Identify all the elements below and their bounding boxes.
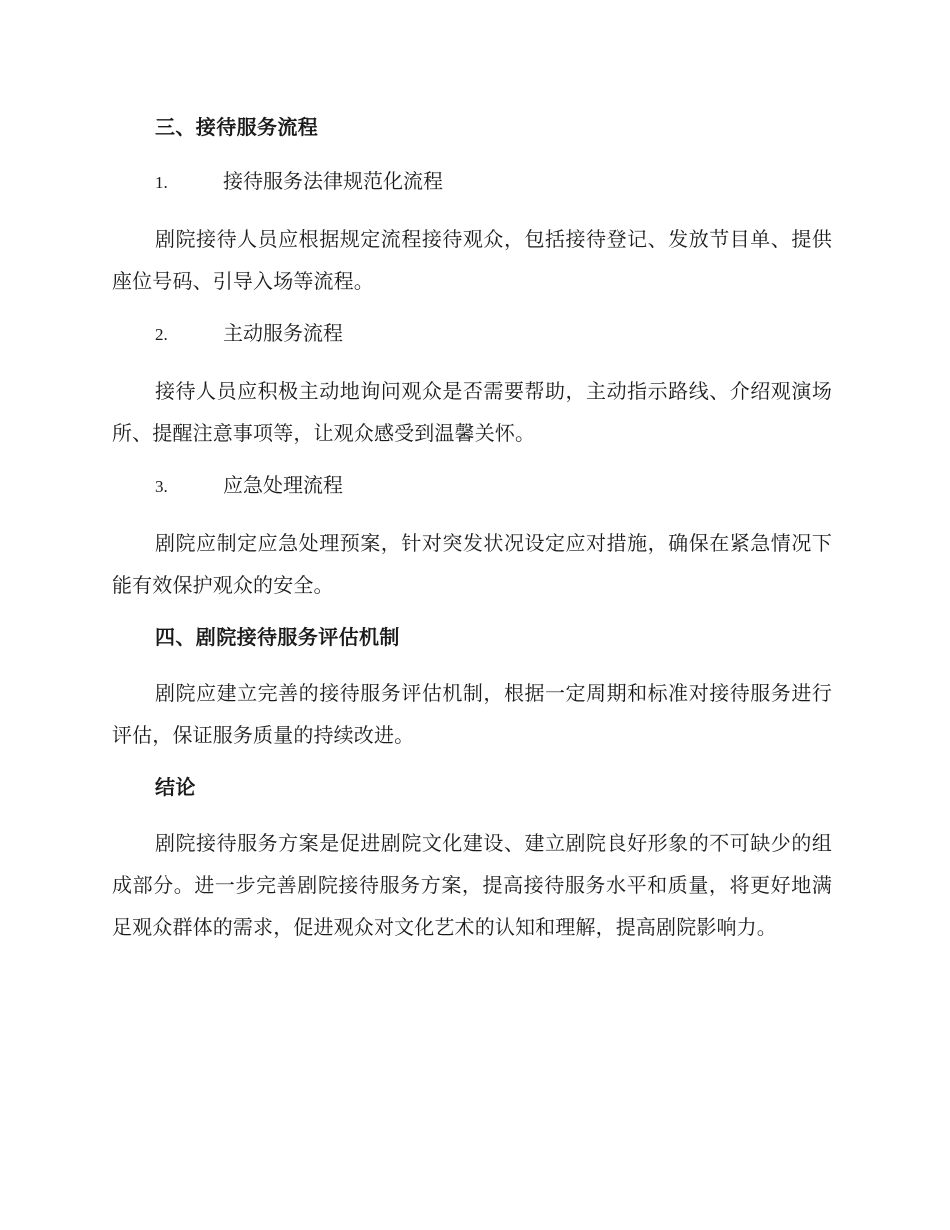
list-item-1-paragraph: 剧院接待人员应根据规定流程接待观众，包括接待登记、发放节目单、提供座位号码、引导入场等流程。: [112, 227, 832, 293]
list-item-1-title: [112, 162, 832, 202]
list-item-1-label: 接待服务法律规范化流程: [223, 169, 443, 193]
section-3-heading: 三、接待服务流程: [155, 115, 319, 139]
list-item-2-title: [112, 314, 832, 354]
list-number-3: 3.: [155, 477, 168, 496]
list-item-2-label: 主动服务流程: [223, 321, 343, 345]
document-page: [112, 108, 832, 960]
list-item-2-paragraph: 接待人员应积极主动地询问观众是否需要帮助，主动指示路线、介绍观演场所、提醒注意事项等，让观众感受到温馨关怀。: [112, 379, 832, 445]
section-4-heading: 四、剧院接待服务评估机制: [155, 625, 400, 649]
list-item-3-paragraph: 剧院应制定应急处理预案，针对突发状况设定应对措施，确保在紧急情况下能有效保护观众的安全。: [112, 531, 832, 597]
list-item-3-title: [112, 466, 832, 506]
list-item-3-label: 应急处理流程: [223, 473, 343, 497]
section-4-paragraph: 剧院应建立完善的接待服务评估机制，根据一定周期和标准对接待服务进行评估，保证服务质量的持续改进。: [112, 681, 832, 747]
conclusion-heading: 结论: [155, 775, 196, 799]
list-number-2: 2.: [155, 325, 168, 344]
conclusion-paragraph: 剧院接待服务方案是促进剧院文化建设、建立剧院良好形象的不可缺少的组成部分。进一步完善剧院接待服务方案，提高接待服务水平和质量，将更好地满足观众群体的需求，促进观众对文化艺术的认知和理解，提高剧院影响力。: [112, 831, 832, 939]
list-number-1: 1.: [155, 173, 168, 192]
